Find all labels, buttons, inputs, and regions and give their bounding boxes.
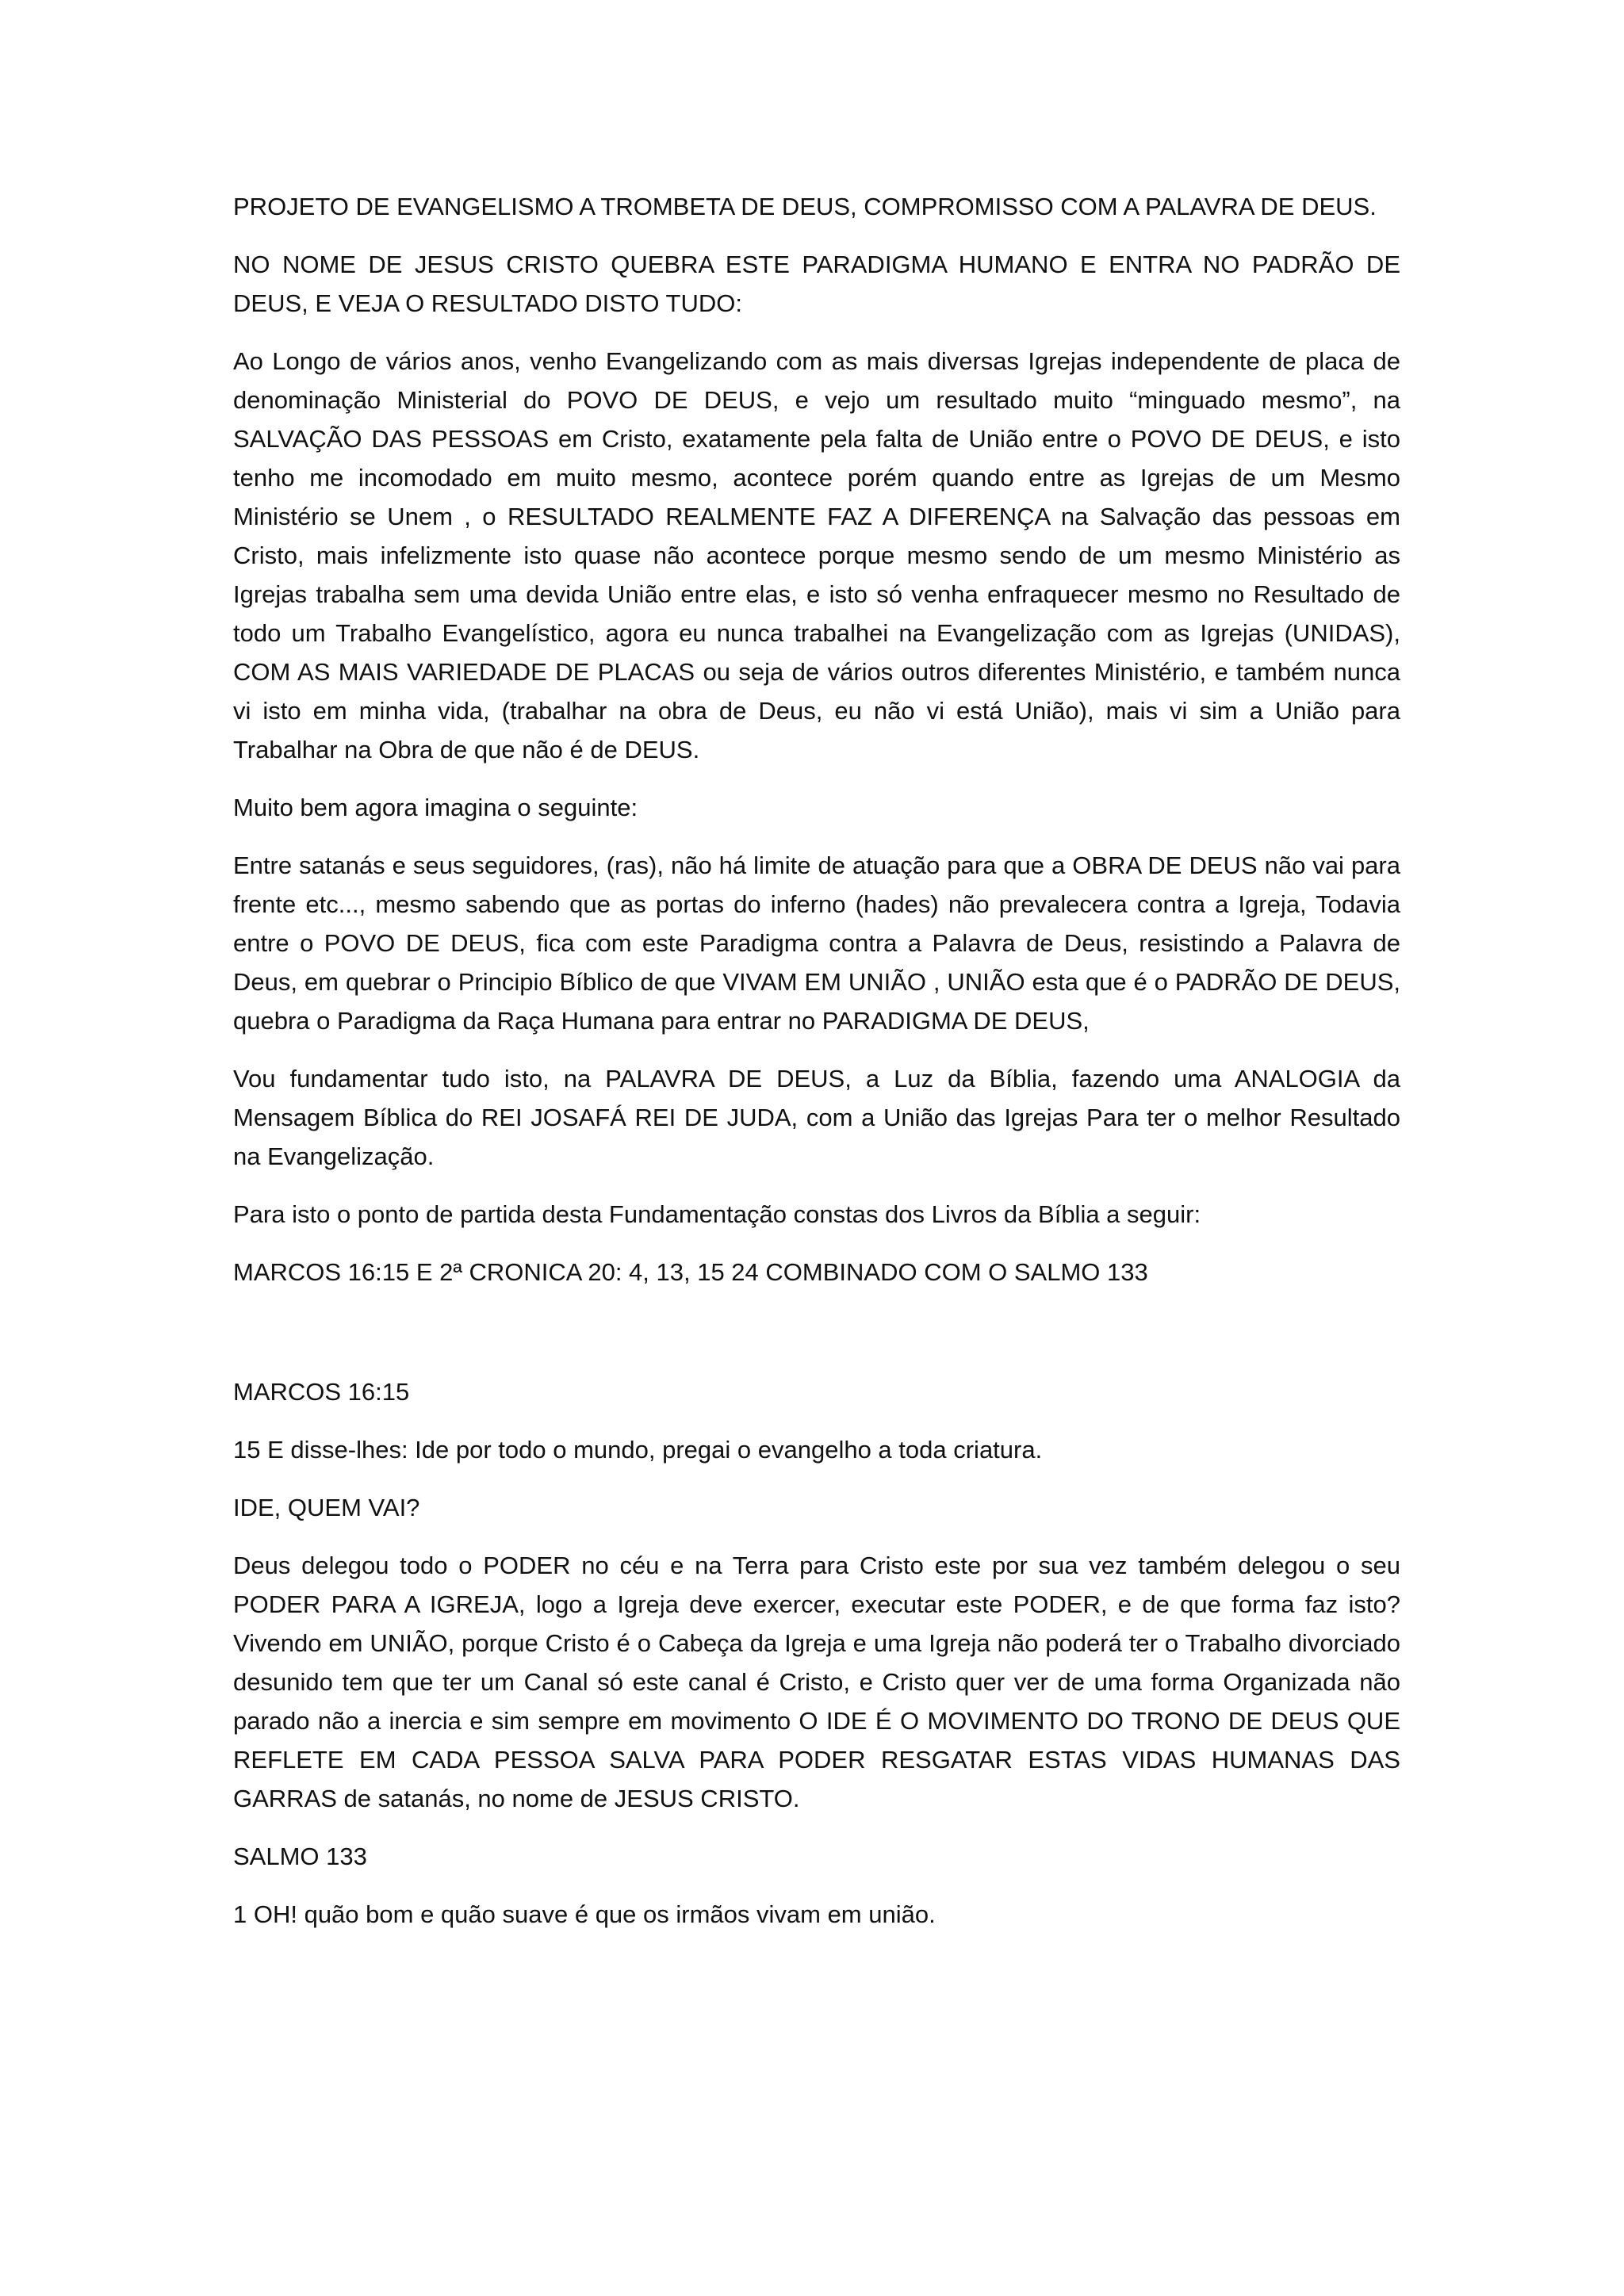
section-heading-salmo: SALMO 133	[233, 1843, 367, 1870]
paragraph-testimony: Ao Longo de vários anos, venho Evangelizando com as mais diversas Igrejas independente de placa de denominação Ministerial do POVO DE DEUS, e vejo um resultado muito “minguado mesmo”, na SALVAÇÃO DAS PESSOAS em Cristo, exatamente pela falta de União entre o POVO DE DEUS, e isto tenho me incomodado em muito mesmo, acontece porém quando entre as Igrejas de um Mesmo Ministério se Unem , o RESULTADO REALMENTE FAZ A DIFERENÇA na Salvação das pessoas em Cristo, mais infelizmente isto quase não acontece porque mesmo sendo de um mesmo Ministério as Igrejas trabalha sem uma devida União entre elas, e isto só venha enfraquecer mesmo no Resultado de todo um Trabalho Evangelístico, agora eu nunca trabalhei na Evangelização com as Igrejas (UNIDAS), COM AS MAIS VARIEDADE DE PLACAS ou seja de vários outros diferentes Ministério, e também nunca vi isto em minha vida, (trabalhar na obra de Deus, eu não vi está União), mais vi sim a União para Trabalhar na Obra de que não é de DEUS.	[233, 347, 1400, 763]
document-title: PROJETO DE EVANGELISMO A TROMBETA DE DEUS, COMPROMISSO COM A PALAVRA DE DEUS.	[233, 193, 1377, 220]
paragraph-foundation: Vou fundamentar tudo isto, na PALAVRA DE DEUS, a Luz da Bíblia, fazendo uma ANALOGIA da Mensagem Bíblica do REI JOSAFÁ REI DE JUDA, com a União das Igrejas Para ter o melhor Resultado na Evangelização.	[233, 1065, 1400, 1170]
paragraph-power: Deus delegou todo o PODER no céu e na Terra para Cristo este por sua vez também delegou o seu PODER PARA A IGREJA, logo a Igreja deve exercer, executar este PODER, e de que forma faz isto? Vivendo em UNIÃO, porque Cristo é o Cabeça da Igreja e uma Igreja não poderá ter o Trabalho divorciado desunido tem que ter um Canal só este canal é Cristo, e Cristo quer ver de uma forma Organizada não parado não a inercia e sim sempre em movimento O IDE É O MOVIMENTO DO TRONO DE DEUS QUE REFLETE EM CADA PESSOA SALVA PARA PODER RESGATAR ESTAS VIDAS HUMANAS DAS GARRAS de satanás, no nome de JESUS CRISTO.	[233, 1552, 1400, 1812]
section-spacer	[233, 1311, 1400, 1372]
paragraph-starting-point: Para isto o ponto de partida desta Fundamentação constas dos Livros da Bíblia a seguir:	[233, 1200, 1201, 1228]
verse-marcos-16-15: 15 E disse-lhes: Ide por todo o mundo, pregai o evangelho a toda criatura.	[233, 1436, 1043, 1464]
paragraph-imagine: Muito bem agora imagina o seguinte:	[233, 794, 638, 821]
question-heading: IDE, QUEM VAI?	[233, 1494, 420, 1521]
paragraph-references: MARCOS 16:15 E 2ª CRONICA 20: 4, 13, 15 24 COMBINADO COM O SALMO 133	[233, 1258, 1148, 1286]
verse-salmo-133-1: 1 OH! quão bom e quão suave é que os irmãos vivam em união.	[233, 1900, 936, 1928]
paragraph-intro: NO NOME DE JESUS CRISTO QUEBRA ESTE PARADIGMA HUMANO E ENTRA NO PADRÃO DE DEUS, E VEJA O RESULTADO DISTO TUDO:	[233, 251, 1400, 317]
section-heading-marcos: MARCOS 16:15	[233, 1378, 410, 1406]
document-body	[233, 187, 1400, 1953]
paragraph-paradigm: Entre satanás e seus seguidores, (ras), não há limite de atuação para que a OBRA DE DEUS não vai para frente etc..., mesmo sabendo que as portas do inferno (hades) não prevalecera contra a Igreja, Todavia entre o POVO DE DEUS, fica com este Paradigma contra a Palavra de Deus, resistindo a Palavra de Deus, em quebrar o Principio Bíblico de que VIVAM EM UNIÃO , UNIÃO esta que é o PADRÃO DE DEUS, quebra o Paradigma da Raça Humana para entrar no PARADIGMA DE DEUS,	[233, 851, 1400, 1035]
